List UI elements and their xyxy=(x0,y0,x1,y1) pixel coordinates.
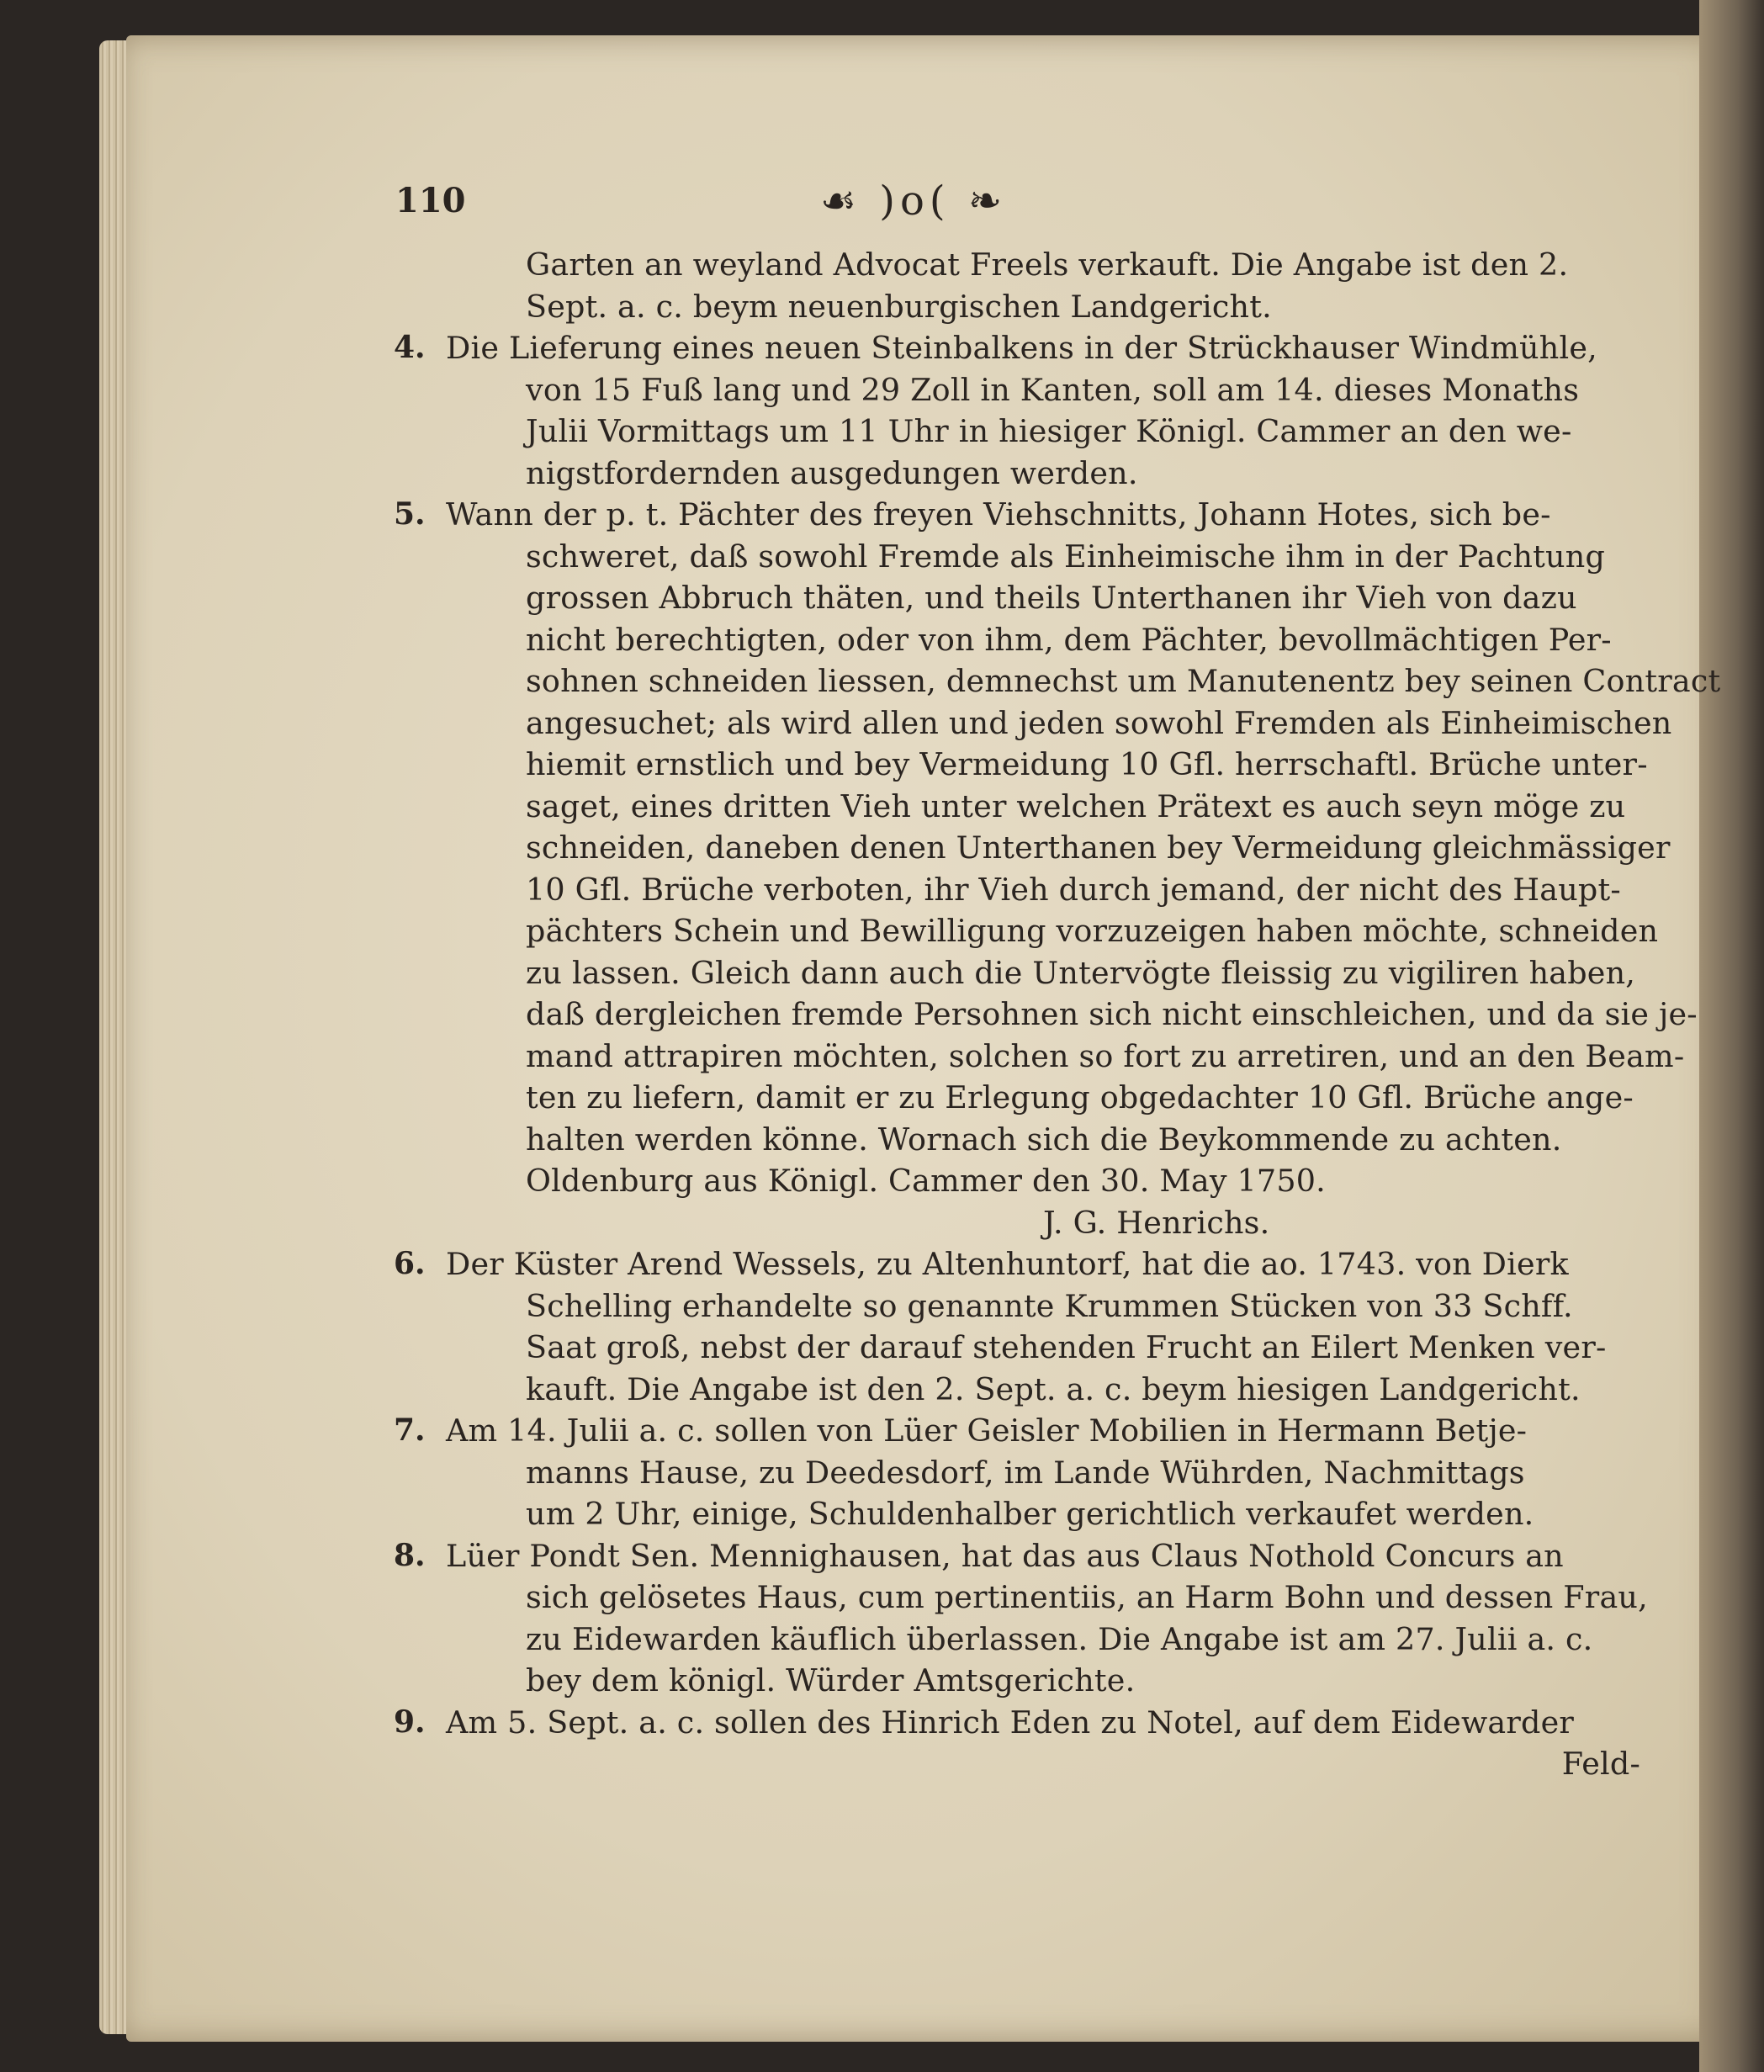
page-header xyxy=(395,178,1640,231)
text-line: Die Lieferung eines neuen Steinbalkens in der Strückhauser Windmühle, xyxy=(446,330,1597,366)
text-line: mand attrapiren möchten, solchen so fort zu arretiren, und an den Beam- xyxy=(526,1037,1685,1074)
signature: J. G. Henrichs. xyxy=(1043,1204,1270,1241)
paragraph-number: 6. xyxy=(394,1246,426,1281)
text-line: manns Hause, zu Deedesdorf, im Lande Wührden, Nachmittags xyxy=(526,1454,1525,1491)
text-line: Schelling erhandelte so genannte Krummen Stücken von 33 Schff. xyxy=(526,1287,1573,1324)
text-line: Julii Vormittags um 11 Uhr in hiesiger Königl. Cammer an den we- xyxy=(526,413,1572,449)
text-line: um 2 Uhr, einige, Schuldenhalber gerichtlich verkaufet werden. xyxy=(526,1496,1534,1532)
book-gutter-shadow xyxy=(1699,0,1764,2072)
text-line: 10 Gfl. Brüche verboten, ihr Vieh durch jemand, der nicht des Haupt- xyxy=(526,871,1621,908)
text-line: pächters Schein und Bewilligung vorzuzeigen haben möchte, schneiden xyxy=(526,913,1659,949)
catchword: Feld- xyxy=(1561,1746,1640,1782)
paragraph-7 xyxy=(395,1410,1640,1535)
text-line: von 15 Fuß lang und 29 Zoll in Kanten, soll am 14. dieses Monaths xyxy=(526,371,1580,408)
paragraph-number: 8. xyxy=(394,1537,426,1573)
paragraph-4 xyxy=(395,327,1640,494)
text-line: Der Küster Arend Wessels, zu Altenhuntorf, hat die ao. 1743. von Dierk xyxy=(446,1246,1569,1282)
text-line: Lüer Pondt Sen. Mennighausen, hat das aus Claus Nothold Concurs an xyxy=(446,1537,1564,1574)
paragraph-5 xyxy=(394,494,1721,1243)
paragraph-8 xyxy=(394,1535,1648,1702)
text-line: schneiden, daneben denen Unterthanen bey Vermeidung gleichmässiger xyxy=(526,829,1671,866)
text-line: Am 14. Julii a. c. sollen von Lüer Geisler Mobilien in Hermann Betje- xyxy=(446,1412,1528,1449)
text-line: nigstfordernden ausgedungen werden. xyxy=(526,454,1138,491)
paragraph-6 xyxy=(395,1243,1640,1410)
text-line: nicht berechtigten, oder von ihm, dem Pächter, bevollmächtigen Per- xyxy=(526,621,1612,658)
text-line: hiemit ernstlich und bey Vermeidung 10 Gfl. herrschaftl. Brüche unter- xyxy=(526,746,1648,782)
paragraph-number: 9. xyxy=(394,1704,426,1740)
text-line: kauft. Die Angabe ist den 2. Sept. a. c. beym hiesigen Landgericht. xyxy=(526,1370,1581,1407)
text-line: zu lassen. Gleich dann auch die Untervögte fleissig zu vigiliren haben, xyxy=(526,954,1636,991)
text-line: angesuchet; als wird allen und jeden sowohl Fremden als Einheimischen xyxy=(526,704,1672,741)
text-line: Sept. a. c. beym neuenburgischen Landgericht. xyxy=(526,288,1272,325)
text-line: Am 5. Sept. a. c. sollen des Hinrich Eden zu Notel, auf dem Eidewarder xyxy=(446,1704,1575,1741)
text-line: Oldenburg aus Königl. Cammer den 30. May 1750. xyxy=(526,1163,1326,1199)
text-line: Saat groß, nebst der darauf stehenden Frucht an Eilert Menken ver- xyxy=(526,1329,1607,1365)
paragraph-9 xyxy=(395,1702,1640,1785)
text-line: ten zu liefern, damit er zu Erlegung obgedachter 10 Gfl. Brüche ange- xyxy=(526,1079,1634,1115)
text-line: bey dem königl. Würder Amtsgerichte. xyxy=(526,1662,1136,1698)
text-line: sohnen schneiden liessen, demnechst um Manutenentz bey seinen Contract xyxy=(526,663,1721,699)
header-ornament: ☙ )o( ❧ xyxy=(820,178,1008,225)
paragraph-number: 5. xyxy=(394,496,426,532)
text-line: grossen Abbruch thäten, und theils Unterthanen ihr Vieh von dazu xyxy=(526,580,1577,616)
text-line: zu Eidewarden käuflich überlassen. Die Angabe ist am 27. Julii a. c. xyxy=(526,1620,1593,1657)
text-line: saget, eines dritten Vieh unter welchen Prätext es auch seyn möge zu xyxy=(526,787,1626,824)
paragraph-number: 7. xyxy=(394,1412,426,1448)
text-line: sich gelösetes Haus, cum pertinentiis, an Harm Bohn und dessen Frau, xyxy=(526,1579,1648,1615)
text-line: Garten an weyland Advocat Freels verkauft. Die Angabe ist den 2. xyxy=(526,246,1569,283)
paragraph-number: 4. xyxy=(394,330,426,365)
text-line: schweret, daß sowohl Fremde als Einheimische ihm in der Pachtung xyxy=(526,538,1606,575)
page-body xyxy=(394,244,1721,1785)
paragraph-3-continuation xyxy=(395,244,1640,327)
page-number: 110 xyxy=(395,181,466,220)
text-line: halten werden könne. Wornach sich die Beykommende zu achten. xyxy=(526,1121,1562,1158)
text-line: daß dergleichen fremde Persohnen sich nicht einschleichen, und da sie je- xyxy=(526,996,1698,1032)
text-line: Wann der p. t. Pächter des freyen Viehschnitts, Johann Hotes, sich be- xyxy=(446,496,1551,533)
